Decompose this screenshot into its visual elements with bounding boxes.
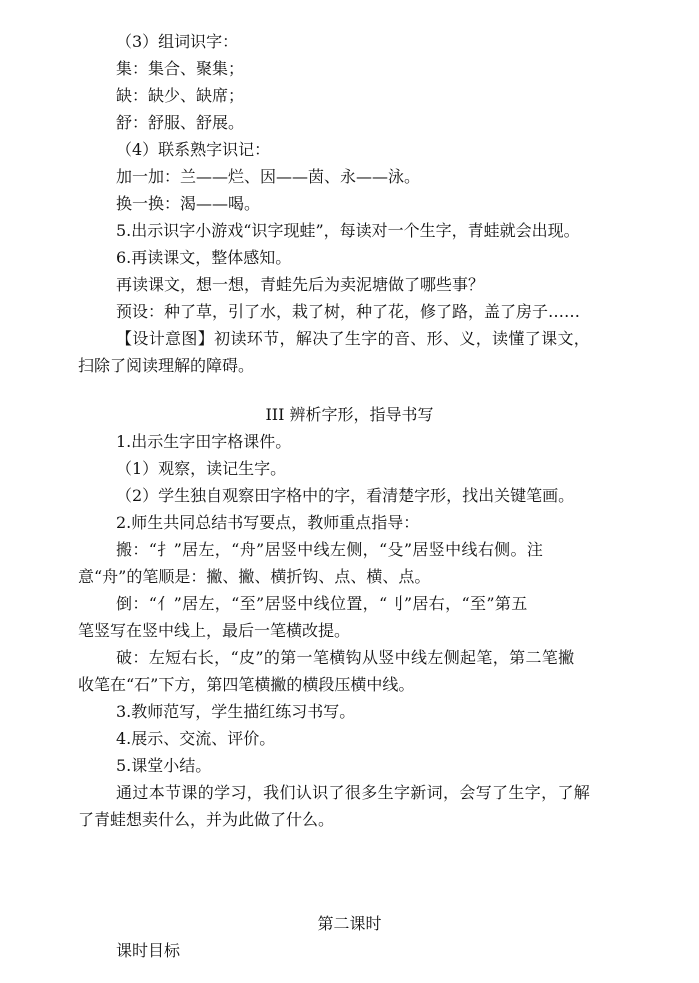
text-line: 搬：“扌”居左，“舟”居竖中线左侧，“殳”居竖中线右侧。注 xyxy=(116,540,544,559)
text-line: 扫除了阅读理解的障碍。 xyxy=(78,356,255,375)
text-line: 笔竖写在竖中线上，最后一笔横改提。 xyxy=(78,621,351,640)
text-line: 1.出示生字田字格课件。 xyxy=(116,432,292,451)
text-line: 集：集合、聚集； xyxy=(116,59,245,78)
text-line: 加一加：兰——烂、因——茵、永——泳。 xyxy=(116,167,421,186)
objectives-heading: 课时目标 xyxy=(116,941,181,960)
subitem-4-heading: （4）联系熟字识记： xyxy=(116,140,271,159)
text-line: 预设：种了草，引了水，栽了树，种了花，修了路，盖了房子…… xyxy=(116,302,581,321)
text-line: （2）学生独自观察田字格中的字，看清楚字形，找出关键笔画。 xyxy=(116,486,575,505)
text-line: 6.再读课文，整体感知。 xyxy=(116,248,292,267)
text-line: 缺：缺少、缺席； xyxy=(116,86,245,105)
text-line: 通过本节课的学习，我们认识了很多生字新词，会写了生字，了解 xyxy=(116,783,591,802)
text-line: 收笔在“石”下方，第四笔横撇的横段压横中线。 xyxy=(78,675,415,694)
text-line: 意“舟”的笔顺是：撇、撇、横折钩、点、横、点。 xyxy=(78,567,431,586)
text-line: 5.出示识字小游戏“识字现蛙”，每读对一个生字，青蛙就会出现。 xyxy=(116,221,580,240)
subitem-3-heading: （3）组词识字： xyxy=(116,32,239,51)
section-heading: III 辨析字形，指导书写 xyxy=(265,405,434,424)
text-line: 3.教师范写，学生描红练习书写。 xyxy=(116,702,356,721)
design-intent-line: 【设计意图】初读环节，解决了生字的音、形、义，读懂了课文， xyxy=(116,329,591,348)
text-line: （1）观察，读记生字。 xyxy=(116,459,287,478)
text-line: 破：左短右长，“皮”的第一笔横钩从竖中线左侧起笔，第二笔撇 xyxy=(116,648,575,667)
lesson-heading: 第二课时 xyxy=(317,914,382,933)
text-line: 5.课堂小结。 xyxy=(116,756,212,775)
text-line: 4.展示、交流、评价。 xyxy=(116,729,276,748)
text-line: 了青蛙想卖什么，并为此做了什么。 xyxy=(78,810,335,829)
text-line: 换一换：渴——喝。 xyxy=(116,194,261,213)
text-line: 再读课文，想一想，青蛙先后为卖泥塘做了哪些事？ xyxy=(116,275,485,294)
text-line: 舒：舒服、舒展。 xyxy=(116,113,245,132)
text-line: 倒：“亻”居左，“至”居竖中线位置，“刂”居右，“至”第五 xyxy=(116,594,528,613)
text-line: 2.师生共同总结书写要点，教师重点指导： xyxy=(116,513,420,532)
